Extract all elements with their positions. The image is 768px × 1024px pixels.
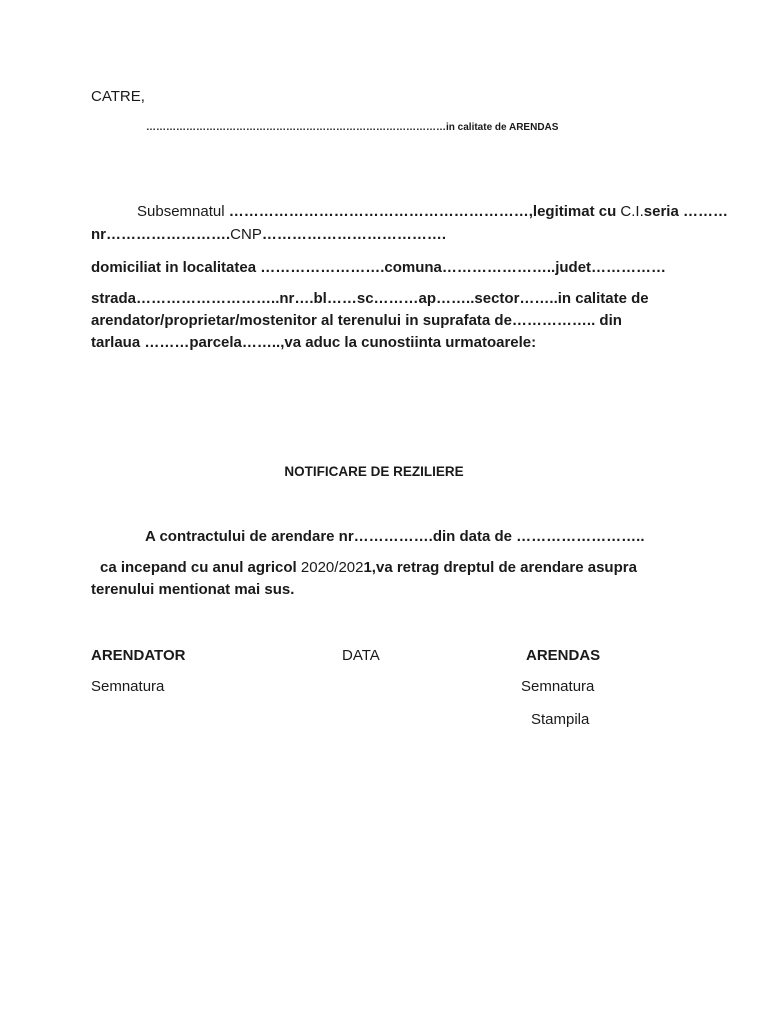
contract-line-2-year: 2020/202 (296, 559, 364, 576)
document-title: NOTIFICARE DE REZILIERE (284, 464, 464, 479)
body-line-6-tarlaua: tarlaua ………parcela……..,va aduc la cunostiinta urmatoarele: (91, 334, 537, 351)
body-line-1-seria: seria ……… (643, 203, 728, 220)
body-line-2-nr: nr……………………. (91, 226, 231, 243)
body-line-1 (137, 202, 728, 222)
body-line-4-strada: strada………………………..nr….bl……sc………ap……..sector……..in calitate de (91, 290, 649, 307)
signature-data-label: DATA (342, 647, 380, 664)
body-line-2-cnp-label: CNP (230, 226, 262, 243)
contract-line-2-retrag: 1,va retrag dreptul de arendare asupra (363, 559, 637, 576)
contract-line-1: A contractului de arendare nr…………….din data de …………………….. (145, 528, 645, 545)
body-line-1-subsemnatul: Subsemnatul (137, 203, 225, 220)
signature-semnatura-right: Semnatura (521, 678, 595, 695)
contract-line-3: terenului mentionat mai sus. (91, 581, 295, 598)
body-line-1-ci: C.I. (616, 203, 644, 220)
body-line-2 (91, 225, 446, 245)
body-line-5-teren: arendator/proprietar/mostenitor al terenului in suprafata de…………….. din (91, 312, 622, 329)
body-line-1-legitimat: ……………………………………………………,legitimat cu (224, 203, 617, 220)
signature-arendas-label: ARENDAS (526, 647, 601, 664)
contract-line-2-incepand: ca incepand cu anul agricol (100, 559, 297, 576)
addressee-arendas-line: ………………………………………………………………………………in calitate de ARENDAS (146, 122, 559, 133)
body-line-3-domiciliu: domiciliat in localitatea …………………….comuna…………………..judet…………… (91, 259, 667, 276)
body-line-2-cnp-dots: ………………………………. (261, 226, 447, 243)
contract-line-2 (100, 558, 637, 578)
addressee-catre: CATRE, (91, 88, 145, 105)
signature-semnatura-left: Semnatura (91, 678, 165, 695)
signature-stampila: Stampila (531, 711, 590, 728)
signature-arendator-label: ARENDATOR (91, 647, 186, 664)
